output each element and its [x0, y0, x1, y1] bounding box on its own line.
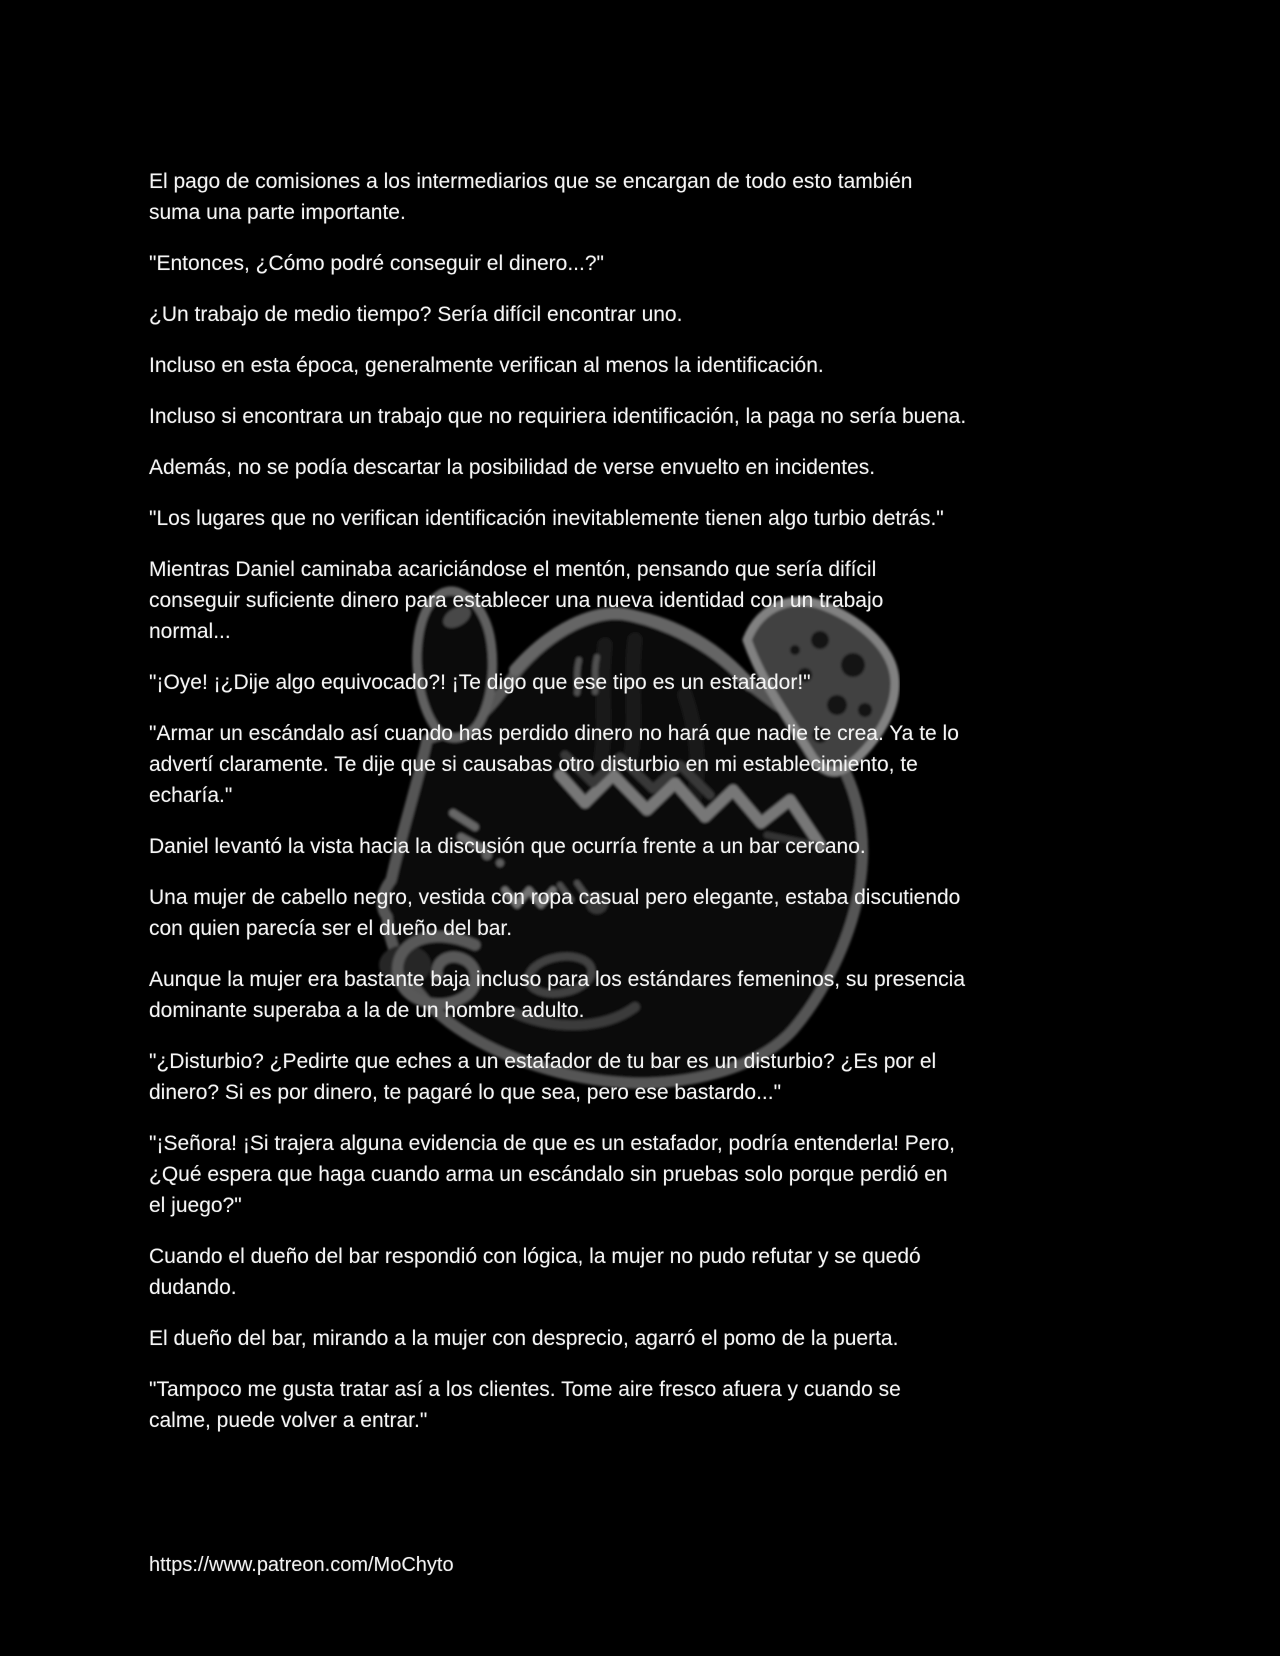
text-line: suma una parte importante. — [149, 201, 406, 224]
text-line: "Armar un escándalo así cuando has perdido dinero no hará que nadie te crea. Ya te lo — [149, 722, 959, 745]
patreon-url: https://www.patreon.com/MoChyto — [149, 1554, 454, 1576]
text-line: "Los lugares que no verifican identificación inevitablemente tienen algo turbio detrás." — [149, 507, 944, 530]
text-line: Cuando el dueño del bar respondió con lógica, la mujer no pudo refutar y se quedó — [149, 1245, 921, 1268]
text-line: El dueño del bar, mirando a la mujer con desprecio, agarró el pomo de la puerta. — [149, 1327, 899, 1350]
text-line: con quien parecía ser el dueño del bar. — [149, 917, 513, 940]
text-line: el juego?" — [149, 1194, 242, 1217]
text-line: advertí claramente. Te dije que si causabas otro disturbio en mi establecimiento, te — [149, 753, 918, 776]
text-line: "Tampoco me gusta tratar así a los clientes. Tome aire fresco afuera y cuando se — [149, 1378, 901, 1401]
text-line: dinero? Si es por dinero, te pagaré lo que sea, pero ese bastardo..." — [149, 1081, 782, 1104]
text-line: Además, no se podía descartar la posibilidad de verse envuelto en incidentes. — [149, 456, 876, 479]
text-line: "¡Oye! ¡¿Dije algo equivocado?! ¡Te digo que ese tipo es un estafador!" — [149, 671, 811, 694]
novel-text — [149, 146, 1139, 1456]
text-line: Incluso en esta época, generalmente verifican al menos la identificación. — [149, 354, 824, 377]
text-line: Incluso si encontrara un trabajo que no requiriera identificación, la paga no sería buena. — [149, 405, 967, 428]
text-line: echaría." — [149, 784, 233, 807]
text-line: "¡Señora! ¡Si trajera alguna evidencia de que es un estafador, podría entenderla! Pero, — [149, 1132, 955, 1155]
text-line: Aunque la mujer era bastante baja incluso para los estándares femeninos, su presencia — [149, 968, 965, 991]
text-line: Mientras Daniel caminaba acariciándose el mentón, pensando que sería difícil — [149, 558, 877, 581]
text-line: dudando. — [149, 1276, 237, 1299]
text-line: calme, puede volver a entrar." — [149, 1409, 428, 1432]
text-line: "¿Disturbio? ¿Pedirte que eches a un estafador de tu bar es un disturbio? ¿Es por el — [149, 1050, 937, 1073]
text-line: "Entonces, ¿Cómo podré conseguir el dinero...?" — [149, 252, 604, 275]
text-line: Daniel levantó la vista hacia la discusión que ocurría frente a un bar cercano. — [149, 835, 866, 858]
text-line: ¿Un trabajo de medio tiempo? Sería difícil encontrar uno. — [149, 303, 683, 326]
text-line: El pago de comisiones a los intermediarios que se encargan de todo esto también — [149, 170, 913, 193]
text-line: dominante superaba a la de un hombre adulto. — [149, 999, 585, 1022]
text-line: conseguir suficiente dinero para establecer una nueva identidad con un trabajo — [149, 589, 884, 612]
text-line: Una mujer de cabello negro, vestida con ropa casual pero elegante, estaba discutiendo — [149, 886, 961, 909]
text-line: ¿Qué espera que haga cuando arma un escándalo sin pruebas solo porque perdió en — [149, 1163, 948, 1186]
text-line: normal... — [149, 620, 231, 643]
